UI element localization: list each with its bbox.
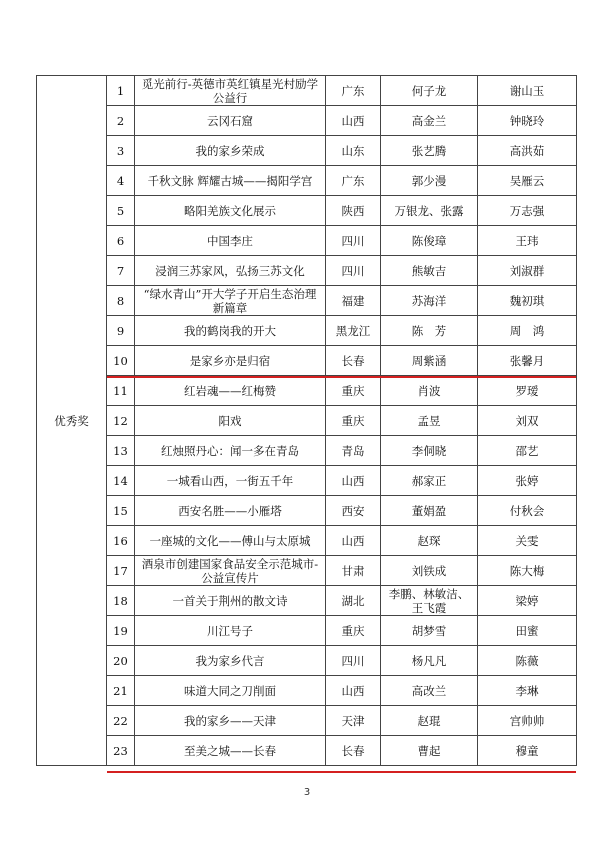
row-number: 5 xyxy=(107,196,135,226)
work-title: 是家乡亦是归宿 xyxy=(135,346,326,376)
region: 长春 xyxy=(326,346,381,376)
author: 何子龙 xyxy=(381,76,478,106)
table-row xyxy=(37,466,577,496)
work-title: 云冈石窟 xyxy=(135,106,326,136)
author: 张艺腾 xyxy=(381,136,478,166)
table-row xyxy=(37,556,577,586)
advisor: 吴雁云 xyxy=(478,166,577,196)
row-number: 12 xyxy=(107,406,135,436)
region: 黑龙江 xyxy=(326,316,381,346)
work-title: 至美之城——长春 xyxy=(135,736,326,766)
region: 四川 xyxy=(326,226,381,256)
advisor: 高洪茹 xyxy=(478,136,577,166)
author: 郭少漫 xyxy=(381,166,478,196)
table-row xyxy=(37,136,577,166)
table-row xyxy=(37,406,577,436)
table-row xyxy=(37,676,577,706)
region: 福建 xyxy=(326,286,381,316)
table-row xyxy=(37,586,577,616)
row-number: 11 xyxy=(107,376,135,406)
region: 陕西 xyxy=(326,196,381,226)
awards-table xyxy=(36,75,577,766)
red-separator-line-bottom xyxy=(107,771,576,773)
work-title: 浸润三苏家风，弘扬三苏文化 xyxy=(135,256,326,286)
advisor: 张婷 xyxy=(478,466,577,496)
table-row xyxy=(37,256,577,286)
work-title: “绿水青山”开大学子开启生态治理新篇章 xyxy=(135,286,326,316)
advisor: 钟晓玲 xyxy=(478,106,577,136)
table-row xyxy=(37,646,577,676)
advisor: 刘双 xyxy=(478,406,577,436)
table-row xyxy=(37,286,577,316)
work-title: 觅光前行-英德市英红镇星光村励学公益行 xyxy=(135,76,326,106)
region: 重庆 xyxy=(326,376,381,406)
red-separator-line xyxy=(107,376,576,378)
work-title: 我的家乡荣成 xyxy=(135,136,326,166)
advisor: 谢山玉 xyxy=(478,76,577,106)
region: 山西 xyxy=(326,466,381,496)
advisor: 陈薇 xyxy=(478,646,577,676)
advisor: 周 鸿 xyxy=(478,316,577,346)
advisor: 李琳 xyxy=(478,676,577,706)
author: 胡梦雪 xyxy=(381,616,478,646)
work-title: 阳戏 xyxy=(135,406,326,436)
table-row xyxy=(37,706,577,736)
author: 刘铁成 xyxy=(381,556,478,586)
author: 苏海洋 xyxy=(381,286,478,316)
region: 重庆 xyxy=(326,616,381,646)
advisor: 付秋会 xyxy=(478,496,577,526)
author: 熊敏吉 xyxy=(381,256,478,286)
advisor: 王玮 xyxy=(478,226,577,256)
work-title: 味道大同之刀削面 xyxy=(135,676,326,706)
author: 赵琨 xyxy=(381,706,478,736)
row-number: 10 xyxy=(107,346,135,376)
work-title: 我的鹤岗我的开大 xyxy=(135,316,326,346)
work-title: 红烛照丹心：闻一多在青岛 xyxy=(135,436,326,466)
author: 孟昱 xyxy=(381,406,478,436)
advisor: 梁婷 xyxy=(478,586,577,616)
author: 赵琛 xyxy=(381,526,478,556)
table-row xyxy=(37,76,577,106)
table-row xyxy=(37,616,577,646)
work-title: 川江号子 xyxy=(135,616,326,646)
region: 甘肃 xyxy=(326,556,381,586)
region: 广东 xyxy=(326,76,381,106)
advisor: 张馨月 xyxy=(478,346,577,376)
region: 青岛 xyxy=(326,436,381,466)
work-title: 红岩魂——红梅赞 xyxy=(135,376,326,406)
row-number: 18 xyxy=(107,586,135,616)
row-number: 9 xyxy=(107,316,135,346)
table-row xyxy=(37,376,577,406)
work-title: 略阳羌族文化展示 xyxy=(135,196,326,226)
author: 李侗晓 xyxy=(381,436,478,466)
row-number: 16 xyxy=(107,526,135,556)
advisor: 魏初琪 xyxy=(478,286,577,316)
work-title: 西安名胜——小雁塔 xyxy=(135,496,326,526)
page-number: 3 xyxy=(303,787,311,798)
row-number: 14 xyxy=(107,466,135,496)
table-row xyxy=(37,166,577,196)
author: 董娟盈 xyxy=(381,496,478,526)
row-number: 17 xyxy=(107,556,135,586)
author: 曹起 xyxy=(381,736,478,766)
work-title: 一首关于荆州的散文诗 xyxy=(135,586,326,616)
row-number: 2 xyxy=(107,106,135,136)
award-category-cell: 优秀奖 xyxy=(37,76,107,766)
row-number: 23 xyxy=(107,736,135,766)
row-number: 4 xyxy=(107,166,135,196)
awards-table-body xyxy=(37,76,577,766)
row-number: 19 xyxy=(107,616,135,646)
region: 山西 xyxy=(326,676,381,706)
row-number: 13 xyxy=(107,436,135,466)
advisor: 邵艺 xyxy=(478,436,577,466)
advisor: 宫帅帅 xyxy=(478,706,577,736)
region: 山西 xyxy=(326,106,381,136)
region: 山西 xyxy=(326,526,381,556)
row-number: 6 xyxy=(107,226,135,256)
work-title: 我的家乡——天津 xyxy=(135,706,326,736)
table-row xyxy=(37,346,577,376)
region: 湖北 xyxy=(326,586,381,616)
region: 重庆 xyxy=(326,406,381,436)
author: 高改兰 xyxy=(381,676,478,706)
author: 万银龙、张露 xyxy=(381,196,478,226)
region: 四川 xyxy=(326,646,381,676)
table-row xyxy=(37,436,577,466)
author: 肖波 xyxy=(381,376,478,406)
row-number: 21 xyxy=(107,676,135,706)
advisor: 万志强 xyxy=(478,196,577,226)
table-row xyxy=(37,226,577,256)
advisor: 田蜜 xyxy=(478,616,577,646)
table-row xyxy=(37,196,577,226)
row-number: 22 xyxy=(107,706,135,736)
work-title: 我为家乡代言 xyxy=(135,646,326,676)
row-number: 8 xyxy=(107,286,135,316)
table-row xyxy=(37,736,577,766)
work-title: 千秋文脉 辉耀古城——揭阳学宫 xyxy=(135,166,326,196)
region: 广东 xyxy=(326,166,381,196)
author: 陈 芳 xyxy=(381,316,478,346)
advisor: 穆童 xyxy=(478,736,577,766)
table-row xyxy=(37,496,577,526)
work-title: 一座城的文化——傅山与太原城 xyxy=(135,526,326,556)
advisor: 陈大梅 xyxy=(478,556,577,586)
advisor: 罗瑷 xyxy=(478,376,577,406)
work-title: 中国李庄 xyxy=(135,226,326,256)
advisor: 刘淑群 xyxy=(478,256,577,286)
table-row xyxy=(37,316,577,346)
table-row xyxy=(37,106,577,136)
row-number: 20 xyxy=(107,646,135,676)
work-title: 一城看山西，一街五千年 xyxy=(135,466,326,496)
author: 杨凡凡 xyxy=(381,646,478,676)
region: 四川 xyxy=(326,256,381,286)
row-number: 7 xyxy=(107,256,135,286)
author: 郝家正 xyxy=(381,466,478,496)
row-number: 3 xyxy=(107,136,135,166)
author: 李鹏、林敏洁、王飞霞 xyxy=(381,586,478,616)
work-title: 酒泉市创建国家食品安全示范城市-公益宣传片 xyxy=(135,556,326,586)
region: 西安 xyxy=(326,496,381,526)
row-number: 15 xyxy=(107,496,135,526)
author: 周紫涵 xyxy=(381,346,478,376)
advisor: 关雯 xyxy=(478,526,577,556)
region: 天津 xyxy=(326,706,381,736)
author: 陈俊璋 xyxy=(381,226,478,256)
author: 高金兰 xyxy=(381,106,478,136)
region: 山东 xyxy=(326,136,381,166)
region: 长春 xyxy=(326,736,381,766)
table-row xyxy=(37,526,577,556)
row-number: 1 xyxy=(107,76,135,106)
